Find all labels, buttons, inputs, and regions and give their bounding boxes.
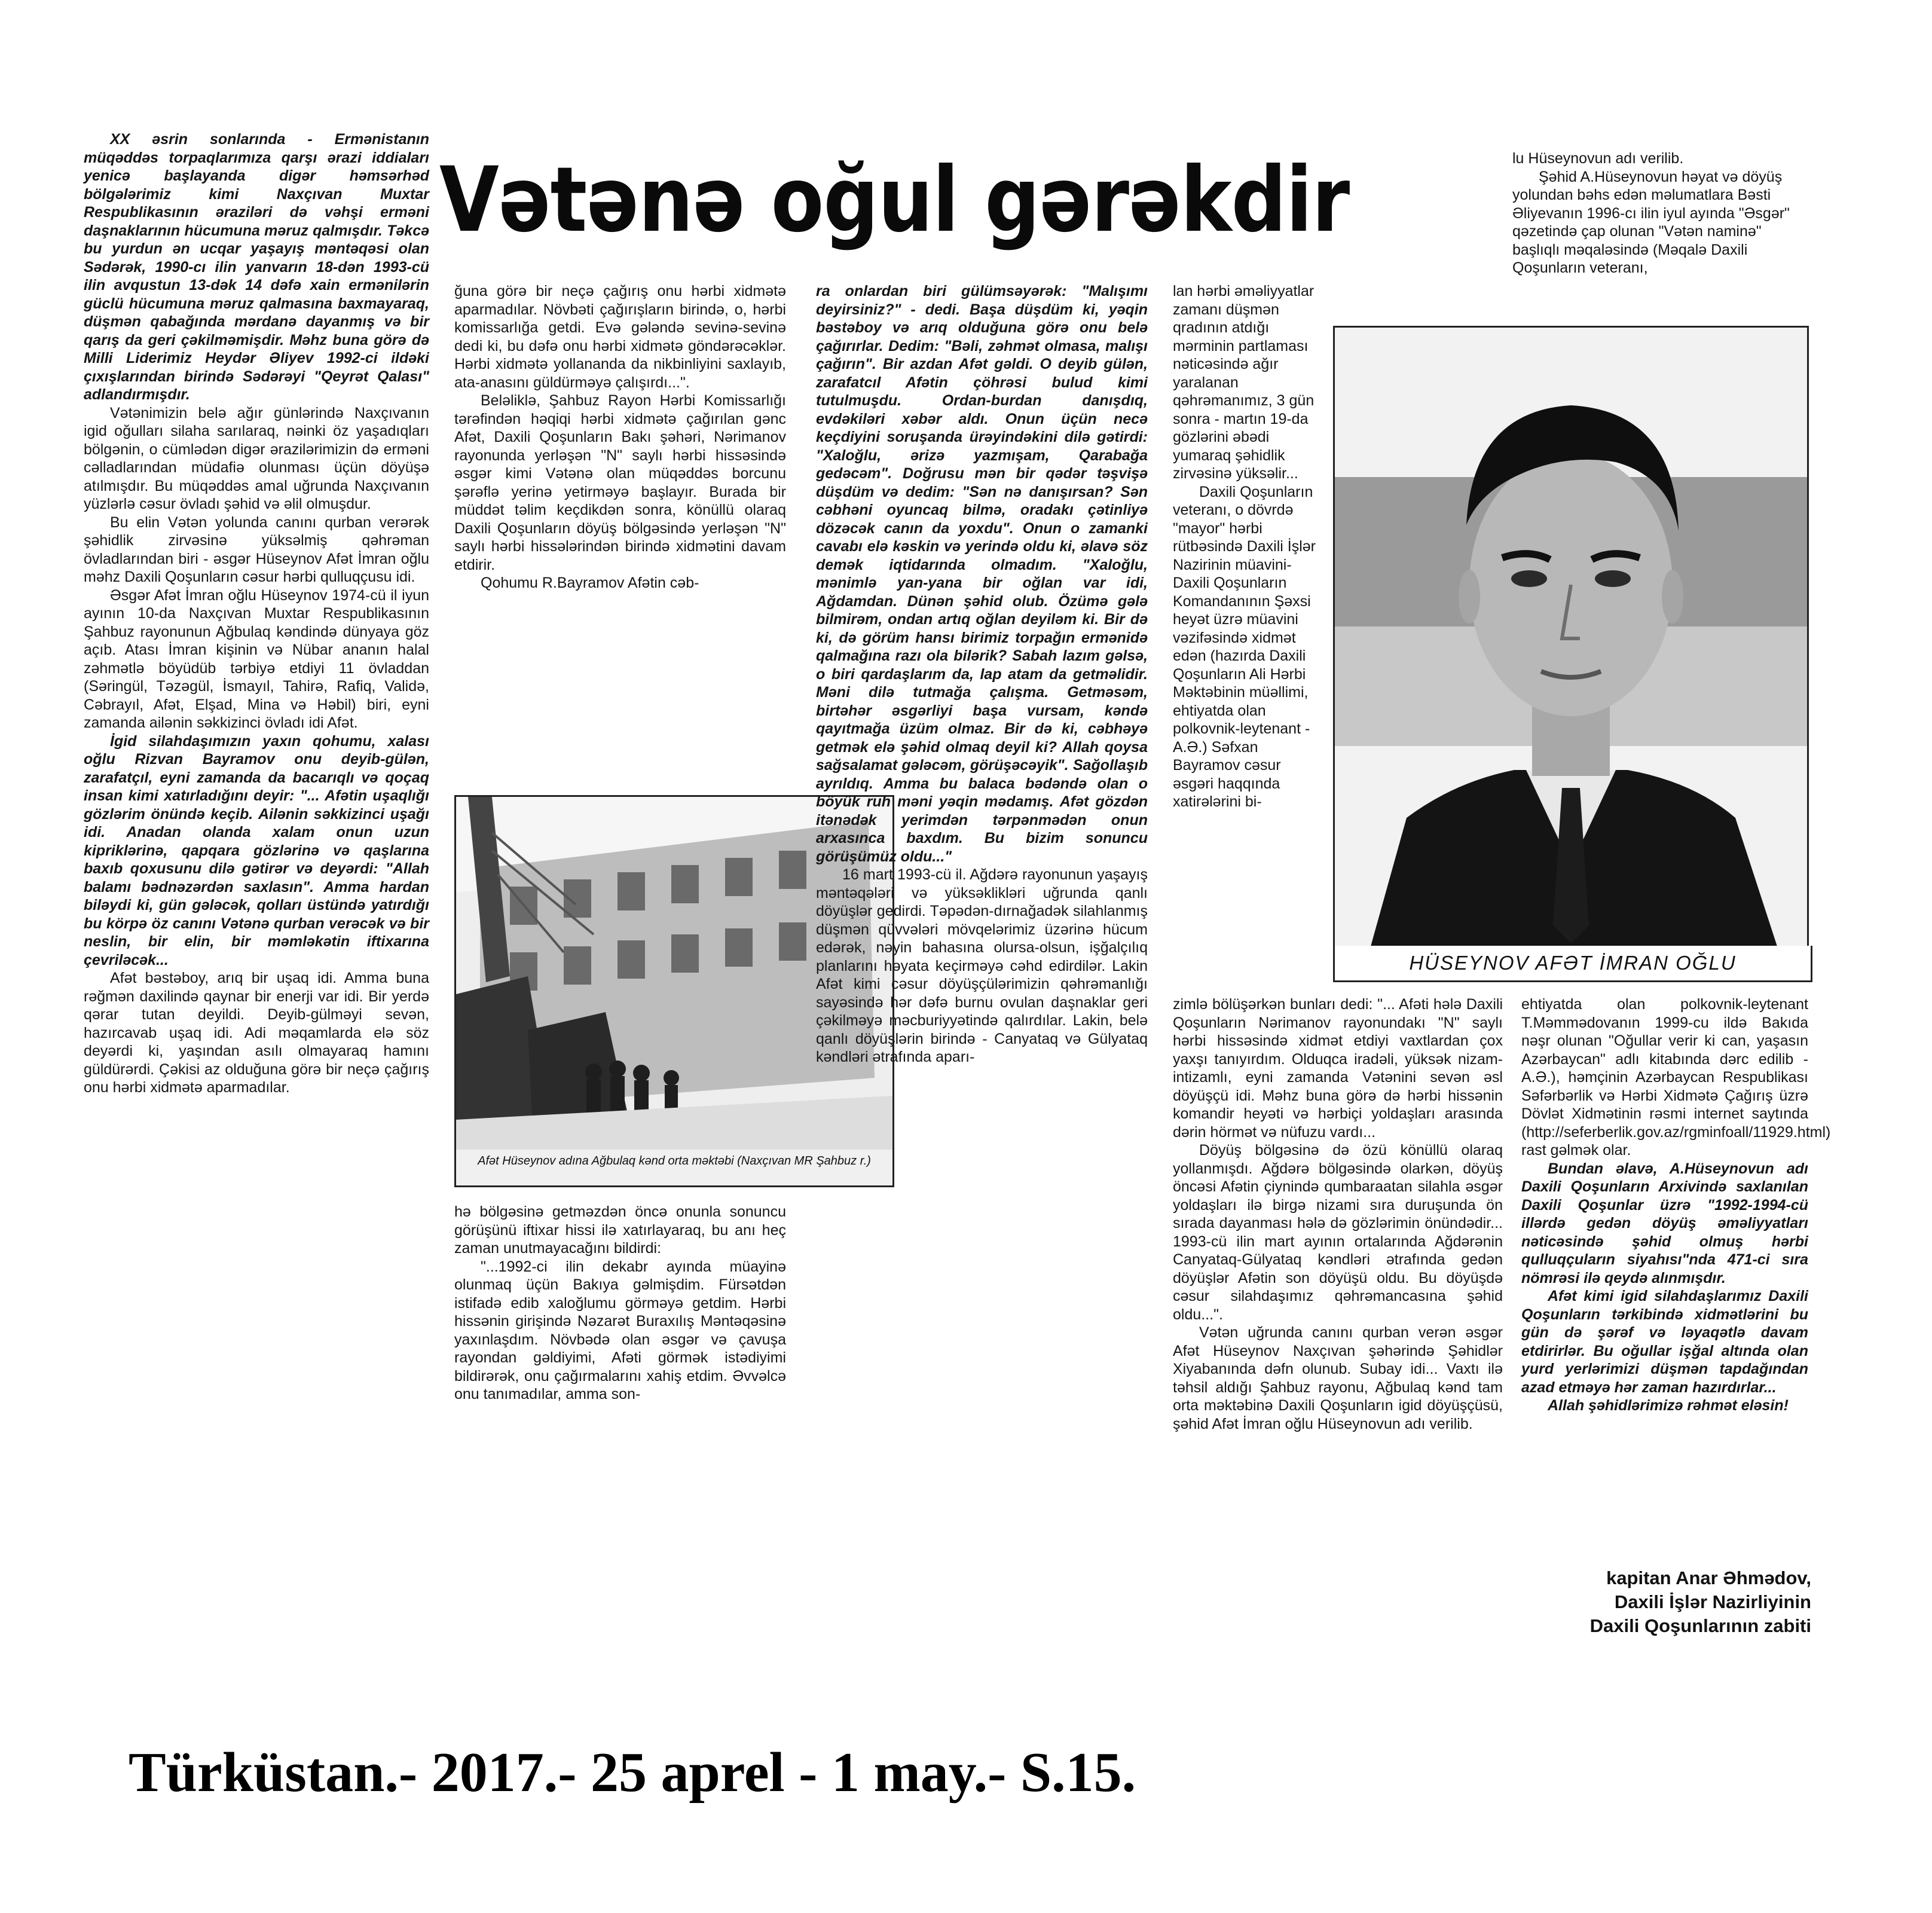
article-paragraph: 16 mart 1993-cü il. Ağdərə rayonunun yaşayış məntəqələri və yüksəklikləri uğrunda qanlı döyüşlər gedirdi. Təpədən-dırnağadək silahlanmış düşmən qüvvələri mövqelərimiz üzərinə hücum edərək, nəyin bahasına olursa-olsun, işğalçılıq planlarını həyata keçirməyə cəhd edirdilər. Lakin Afət kimi cəsur döyüşçülərimizin qəhrəmanlığı sayəsində hər dəfə burnu ovulan daşnaklar geri çəkilməyə məcburiyyətində qalırdılar. Lakin, belə qanlı döyüşlərin birində - Canyataq və Gülyataq kəndləri ətrafında aparı-: [816, 866, 1148, 1065]
school-photo-caption: Afət Hüseynov adına Ağbulaq kənd orta məktəbi (Naxçıvan MR Şahbuz r.): [478, 1154, 871, 1168]
article-paragraph: Afət bəstəboy, arıq bir uşaq idi. Amma buna rəğmən daxilində qaynar bir enerji var idi. Bir yerdə qərar tutan deyildi. Deyib-gülməyi sevən, hazırcavab uşaq idi. Adi məqamlarda elə söz deyərdi ki, yaşından asılı olmayaraq hamını güldürərdi. Çəkisi az olduğuna görə bir neçə çağırış onu hərbi xidmətə aparmadılar.: [84, 970, 429, 1096]
article-paragraph: Daxili Qoşunların veteranı, o dövrdə "mayor" hərbi rütbəsində Daxili İşlər Nazirinin müavini-Daxili Qoşunların Komandanının Şəxsi heyət üzrə müavini vəzifəsində xidmət edən (hazırda Daxili Qoşunların Ali Hərbi Məktəbinin müəllimi, ehtiyatda olan polkovnik-leytenant - A.Ə.) Səfxan Bayramov cəsur əsgəri haqqında xatirələrini bi-: [1173, 483, 1316, 810]
article-closing-line: Allah şəhidlərimizə rəhmət eləsin!: [1548, 1397, 1789, 1414]
article-paragraph: Döyüş bölgəsinə də özü könüllü olaraq yollanmışdı. Ağdərə bölgəsində olarkən, döyüş öncəsi Afətin çiynində qumbaraatan silahla əsgər yoldaşları ilə birgə nizami sıra duruşunda ön sırada dayanması hələ də gözlərimin önündədir... 1993-cü ilin mart ayının ortalarında Ağdərənin Canyataq-Gülyataq kəndləri ətrafında gedən döyüşlər Afətin son döyüşü oldu. Bu döyüşdə cəsur silahdaşımız qəhrəmancasına şəhid oldu...".: [1173, 1142, 1503, 1323]
author-signature: [1530, 1566, 1811, 1638]
article-paragraph: ehtiyatda olan polkovnik-leytenant T.Məmmədovanın 1999-cu ildə Bakıda nəşr olunan "Oğullar verir ki can, yaşasın Azərbaycan" adlı kitabında dərc edilib - A.Ə.), həmçinin Azərbaycan Respublikası Səfərbərlik və Hərbi Xidmətə Çağırış üzrə Dövlət Xidmətinin rəsmi internet saytında (http://seferberlik.gov.az/rgminfoall/11929.html) rast gəlmək olar.: [1521, 996, 1831, 1159]
article-headline: Vətənə oğul gərəkdir: [439, 148, 1350, 252]
portrait-caption: HÜSEYNOV AFƏT İMRAN OĞLU: [1333, 946, 1812, 982]
article-paragraph: hə bölgəsinə getməzdən öncə onunla sonuncu görüşünü iftixar hissi ilə xatırlayaraq, bu anı heç zaman unutmayacağını bildirdi:: [454, 1203, 786, 1257]
author-name: kapitan Anar Əhmədov,: [1606, 1567, 1811, 1588]
article-paragraph: ğuna görə bir neçə çağırış onu hərbi xidmətə aparmadılar. Növbəti çağırışların birində, o, hərbi komissarlığa getdi. Evə gələndə sevinə-sevinə dedi ki, bu dəfə onu hərbi xidmətə göndərəcəklər. Hərbi xidmətə yollananda da nikbinliyini saxlayıb, ata-anasını güldürməyə çalışırdı...".: [454, 283, 786, 391]
article-column-1: [84, 130, 429, 1097]
article-paragraph: zimlə bölüşərkən bunları dedi: "... Afəti hələ Daxili Qoşunların Nərimanov rayonundakı "N" saylı hərbi hissəsində xidmət etdiyi vaxtlardan çox yaxşı tanıyırdım. Olduqca iradəli, yüksək nizam-intizamlı, eyni zamanda Vətənini sevən əsl döyüşçü idi. Məhz buna görə də hərbi hissənin komandir heyəti və hərbiçi yoldaşları arasında dərin hörmət və nüfuzu vardı...: [1173, 996, 1503, 1141]
author-unit: Daxili Qoşunlarının zabiti: [1589, 1615, 1811, 1636]
article-column-5-continued: [1521, 995, 1831, 1415]
article-paragraph: "...1992-ci ilin dekabr ayında müayinə olunmaq üçün Bakıya gəlmişdim. Fürsətdən istifadə edib xaloğlumu görməyə getdim. Hərbi hissənin girişində Nəzarət Buraxılış Məntəqəsinə yaxınlaşdım. Növbədə olan əsgər və çavuşa rayondan gəldiyimi, Afəti görmək istədiyimi bildirərək, onu çağırmalarını xahiş etdim. Əvvəlcə onu tanımadılar, amma son-: [454, 1258, 786, 1402]
article-paragraph: Bu elin Vətən yolunda canını qurban verərək şəhidlik zirvəsinə yüksəlmiş qəhrəman övladlarından biri - əsgər Hüseynov Afət İmran oğlu məhz Daxili Qoşunların cəsur hərbi qulluqçusu idi.: [84, 514, 429, 585]
soldier-portrait-image: [1335, 328, 1807, 946]
article-paragraph: Bundan əlavə, A.Hüseynovun adı Daxili Qoşunların Arxivində saxlanılan Daxili Qoşunlar üzrə "1992-1994-cü illərdə gedən döyüş əməliyyatları nəticəsində şəhid olmuş hərbi qulluqçuların siyahısı"nda 471-ci sıra nömrəsi ilə qeydə alınmışdır.: [1521, 1160, 1808, 1286]
article-lead-paragraph: XX əsrin sonlarında - Ermənistanın müqəddəs torpaqlarımıza qarşı ərazi iddiaları yenicə başlayanda digər həmsərhəd bölgələrimiz kimi Naxçıvan Muxtar Respublikasının əraziləri də vəhşi erməni daşnaklarının hücumuna məruz qalmışdır. Təkcə bu yurdun ən ucqar yaşayış məntəqəsi olan Sədərək, 1990-cı ilin yanvarın 18-dən 1993-cü ilin avqustun 13-dək 14 dəfə xain ermənilərin güclü hücumuna məruz qalmasına baxmayaraq, düşmən qabağında mərdanə dayanmış və bir qarış da geri çəkilməmişdir. Məhz buna görə də Milli Liderimiz Heydər Əliyev 1992-ci ildəki çıxışlarından birində Sədərəyi "Qeyrət Qalası" adlandırmışdır.: [84, 131, 429, 403]
source-citation: Türküstan.- 2017.- 25 aprel - 1 may.- S.15.: [129, 1741, 1136, 1804]
article-paragraph: Şəhid A.Hüseynovun həyat və döyüş yolundan bəhs edən məlumatlara Bəsti Əliyevanın 1996-cı ilin iyul ayında "Əsgər" qəzetində çap olunan "Vətən naminə" başlıqlı məqaləsində (Məqalə Daxili Qoşunların veteranı,: [1512, 168, 1790, 276]
article-paragraph: Afət kimi igid silahdaşlarımız Daxili Qoşunların tərkibində xidmətlərini bu gün də şərəf və ləyaqətlə davam etdirirlər. Bu oğullar işğal altında olan yurd yerlərimizi düşmən tapdağından azad etməyə hər zaman hazırdırlar...: [1521, 1288, 1808, 1396]
article-paragraph: lan hərbi əməliyyatlar zamanı düşmən qradının atdığı mərminin partlaması nəticəsində ağır yaralanan qəhrəmanımız, 3 gün sonra - martın 19-da gözlərini əbədi yumaraq şəhidlik zirvəsinə yüksəlir...: [1173, 283, 1315, 482]
article-column-3: [816, 282, 1148, 1066]
article-paragraph: Qohumu R.Bayramov Afətin cəb-: [481, 574, 699, 591]
author-affiliation: Daxili İşlər Nazirliyinin: [1614, 1591, 1811, 1612]
article-column-2: [454, 282, 786, 592]
article-column-5: [1512, 149, 1805, 277]
article-paragraph: Əsgər Afət İmran oğlu Hüseynov 1974-cü il iyun ayının 10-da Naxçıvan Muxtar Respublikasının Şahbuz rayonunun Ağbulaq kəndində dünyaya göz açıb. Atası İmran kişinin və Nübar ananın halal zəhmətlə böyüdüb tərbiyə etdiyi 11 övladdan (Səringül, Təzəgül, İsmayıl, Tahirə, Rafiq, Validə, Cəbrayıl, Afət, Elşad, Mina və Həbil) biri, eyni zamanda ailənin səkkizinci övladı idi Afət.: [84, 586, 429, 731]
article-column-4: [1173, 282, 1325, 811]
article-paragraph: Beləliklə, Şahbuz Rayon Hərbi Komissarlığı tərəfindən həqiqi hərbi xidmətə çağırılan gənc Afət, Daxili Qoşunların Bakı şəhəri, Nərimanov rayonunda yerləşən "N" saylı hərbi hissəsində əsgər kimi Vətənə olan müqəddəs borcunu şərəflə yerinə yetirməyə başlayır. Burada bir müddət təlim keçdikdən sonra, könüllü olaraq Daxili Qoşunların döyüş bölgəsində yerləşən "N" saylı hərbi hissələrindən birində xidmətini davam etdirir.: [454, 392, 786, 573]
article-paragraph: lu Hüseynovun adı verilib.: [1512, 150, 1684, 167]
article-column-2-continued: [454, 1203, 786, 1404]
portrait-photo: [1333, 326, 1809, 948]
article-column-4-continued: [1173, 995, 1503, 1433]
article-quote-paragraph: ra onlardan biri gülümsəyərək: "Malışımı deyirsiniz?" - dedi. Başa düşdüm ki, yəqin bəstəboy və arıq olduğuna görə onu belə çağırırlar. Dedim: "Bəli, zəhmət olmasa, malışı çağırın". Bir azdan Afət gəldi. O deyib gülən, zarafatcıl Afətin çöhrəsi bulud kimi tutulmuşdu. Ordan-burdan danışdıq, evdəkiləri xəbər aldı. Onun üçün necə keçdiyini soruşanda ürəyindəkini dilə gətirdi: "Xaloğlu, ərizə yazmışam, Qarabağa gedəcəm". Doğrusu mən bir qədər təşvişə düşdüm və dedim: "Sən nə danışırsan? Sən cəbhəni oyuncaq bilmə, oradakı çətinliyə dözəcək canın da yoxdu". Onun o zamanki cavabı elə kəskin və yerində oldu ki, əlavə söz demək iqtidarında olmadım. "Xaloğlu, mənimlə yan-yana bir oğlan var idi, Ağdamdan. Dünən şəhid olub. Özümə gələ bilmirəm, ondan artıq oğlan deyiləm ki. Bir də ki, də görüm hansı birimiz torpağın ermənidə qalmağına razı ola bilərik? Sabah lazım gəlsə, o biri qardaşlarım da, lap atam da getməlidir. Məni dilə tutmağa çalışma. Getməsəm, birtəhər əsgərliyi başa vursam, kəndə qayıtmağa üzüm olmaz. Bir də ki, cəbhəyə getmək elə şəhid olmaq deyil ki? Allah qoysa sağsalamat gələcəm, görüşəcəyik". Sağollaşıb ayrıldıq. Amma bu balaca bədəndə olan o böyük ruh məni yəqin mədamış. Afət gözdən itənədək yerimdən tərpənmədən onun arxasınca baxdım. Bu bizim sonuncu görüşümüz oldu...": [816, 283, 1148, 865]
article-paragraph: Vətən uğrunda canını qurban verən əsgər Afət Hüseynov Naxçıvan şəhərində Şəhidlər Xiyabanında dəfn olunub. Subay idi... Vaxtı ilə təhsil aldığı Şahbuz rayonu, Ağbulaq kənd tam orta məktəbinə Daxili Qoşunların igid döyüşçüsü, şəhid Afət İmran oğlu Hüseynovun adı verilib.: [1173, 1324, 1503, 1432]
article-paragraph: Vətənimizin belə ağır günlərində Naxçıvanın igid oğulları silaha sarılaraq, nəinki öz yaşadıqları bölgənin, o cümlədən digər ərazilərimizin də erməni cəlladlarından müdafiə olunması üçün döyüşə atılmışdır. Bu müqəddəs amal uğrunda Naxçıvanın yüzlərlə cəsur övladı şəhid və əlil olmuşdur.: [84, 404, 429, 512]
article-quote-paragraph: İgid silahdaşımızın yaxın qohumu, xalası oğlu Rizvan Bayramov onu deyib-gülən, zarafatçıl, eyni zamanda da bacarıqlı və qoçaq insan kimi xatırladığını deyir: "... Afətin uşaqlığı gözlərim önündə keçib. Ailənin səkkizinci uşağı idi. Anadan olanda xalam onun uzun kipriklərinə, qapqara gözlərinə və qaşlarına baxıb qoxusunu dilə gətirər və deyərdi: "Allah balamı bədnəzərdən saxlasın". Amma hardan biləydi ki, gün gələcək, qolları üstündə yatırdığı bu körpə öz canını Vətənə qurban verəcək və bir neslin, bir elin, bir məmləkətin iftixarına çevriləcək...: [84, 732, 429, 968]
